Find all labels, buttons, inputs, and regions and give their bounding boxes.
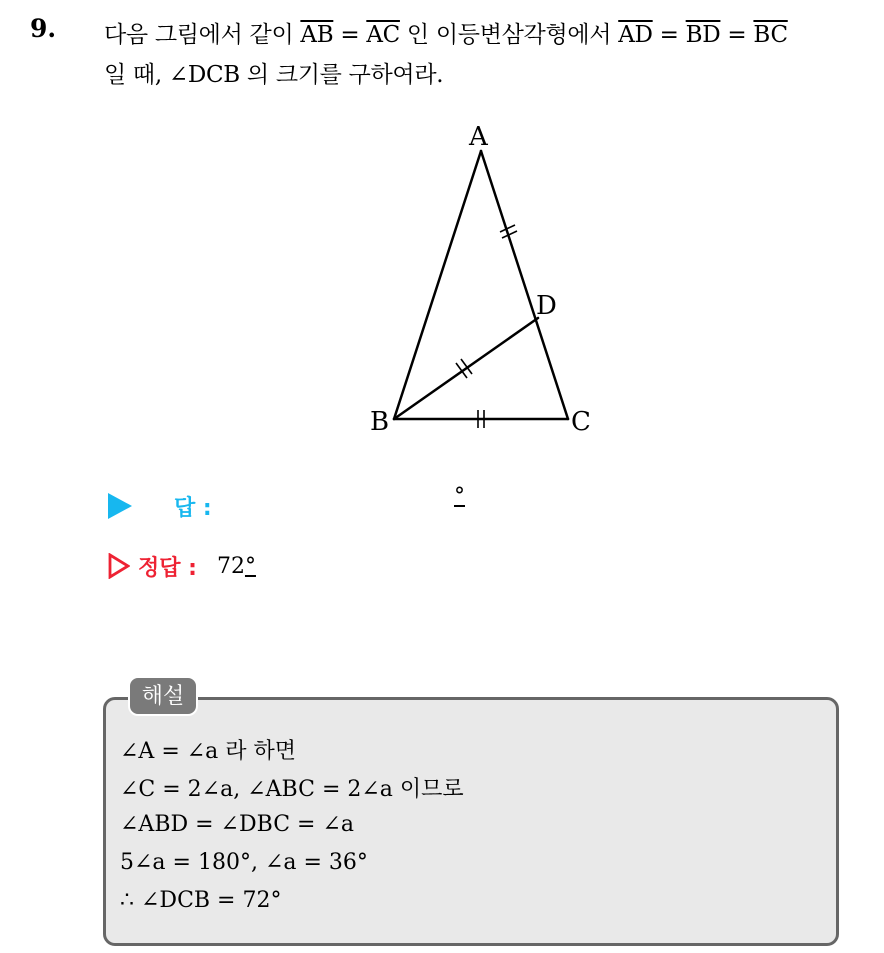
equals-sign: = — [720, 22, 754, 48]
solution-line-1: ∠A = ∠a 라 하면 — [120, 739, 297, 764]
vertex-label-c: C — [571, 407, 591, 437]
outline-triangle-icon — [108, 553, 130, 579]
segment-ac: $\overline{AC}$ — [366, 22, 400, 48]
correct-answer-row — [108, 546, 256, 586]
question-number: 9. — [30, 14, 57, 43]
equals-sign: = — [333, 22, 367, 48]
vertex-label-b: B — [370, 407, 390, 437]
answer-blank-unit: ° — [454, 484, 465, 509]
question-text-line2: 일 때, ∠DCB 의 크기를 구하여라. — [104, 62, 444, 88]
answer-label: 답 : — [174, 495, 212, 521]
answer-row — [108, 486, 212, 526]
solution-line-2: ∠C = 2∠a, ∠ABC = 2∠a 이므로 — [120, 777, 464, 802]
triangle-figure — [360, 118, 620, 448]
segment-bd: $\overline{BD}$ — [685, 22, 721, 48]
correct-answer-number: 72 — [216, 553, 245, 579]
play-triangle-icon — [108, 493, 132, 519]
side-ac — [481, 151, 568, 419]
segment-ab: $\overline{AB}$ — [300, 22, 334, 48]
segment-ad: $\overline{AD}$ — [618, 22, 653, 48]
correct-answer-label: 정답 : — [138, 555, 197, 581]
solution-tag: 해설 — [128, 676, 198, 716]
question-prefix: 다음 그림에서 같이 — [104, 22, 301, 48]
side-ab — [394, 151, 481, 419]
solution-line-3: ∠ABD = ∠DBC = ∠a — [120, 812, 354, 837]
correct-answer-value — [217, 554, 256, 579]
solution-line-4: 5∠a = 180°, ∠a = 36° — [120, 850, 368, 875]
question-middle: 인 이등변삼각형에서 — [399, 22, 619, 48]
question-text-line1 — [104, 16, 788, 49]
segment-bc: $\overline{BC}$ — [753, 22, 788, 48]
vertex-label-a: A — [469, 122, 488, 152]
equals-sign: = — [652, 22, 686, 48]
solution-line-5: ∴ ∠DCB = 72° — [120, 888, 282, 913]
vertex-label-d: D — [536, 291, 557, 321]
correct-answer-unit: ° — [244, 553, 256, 579]
segment-bd-line — [394, 318, 538, 419]
